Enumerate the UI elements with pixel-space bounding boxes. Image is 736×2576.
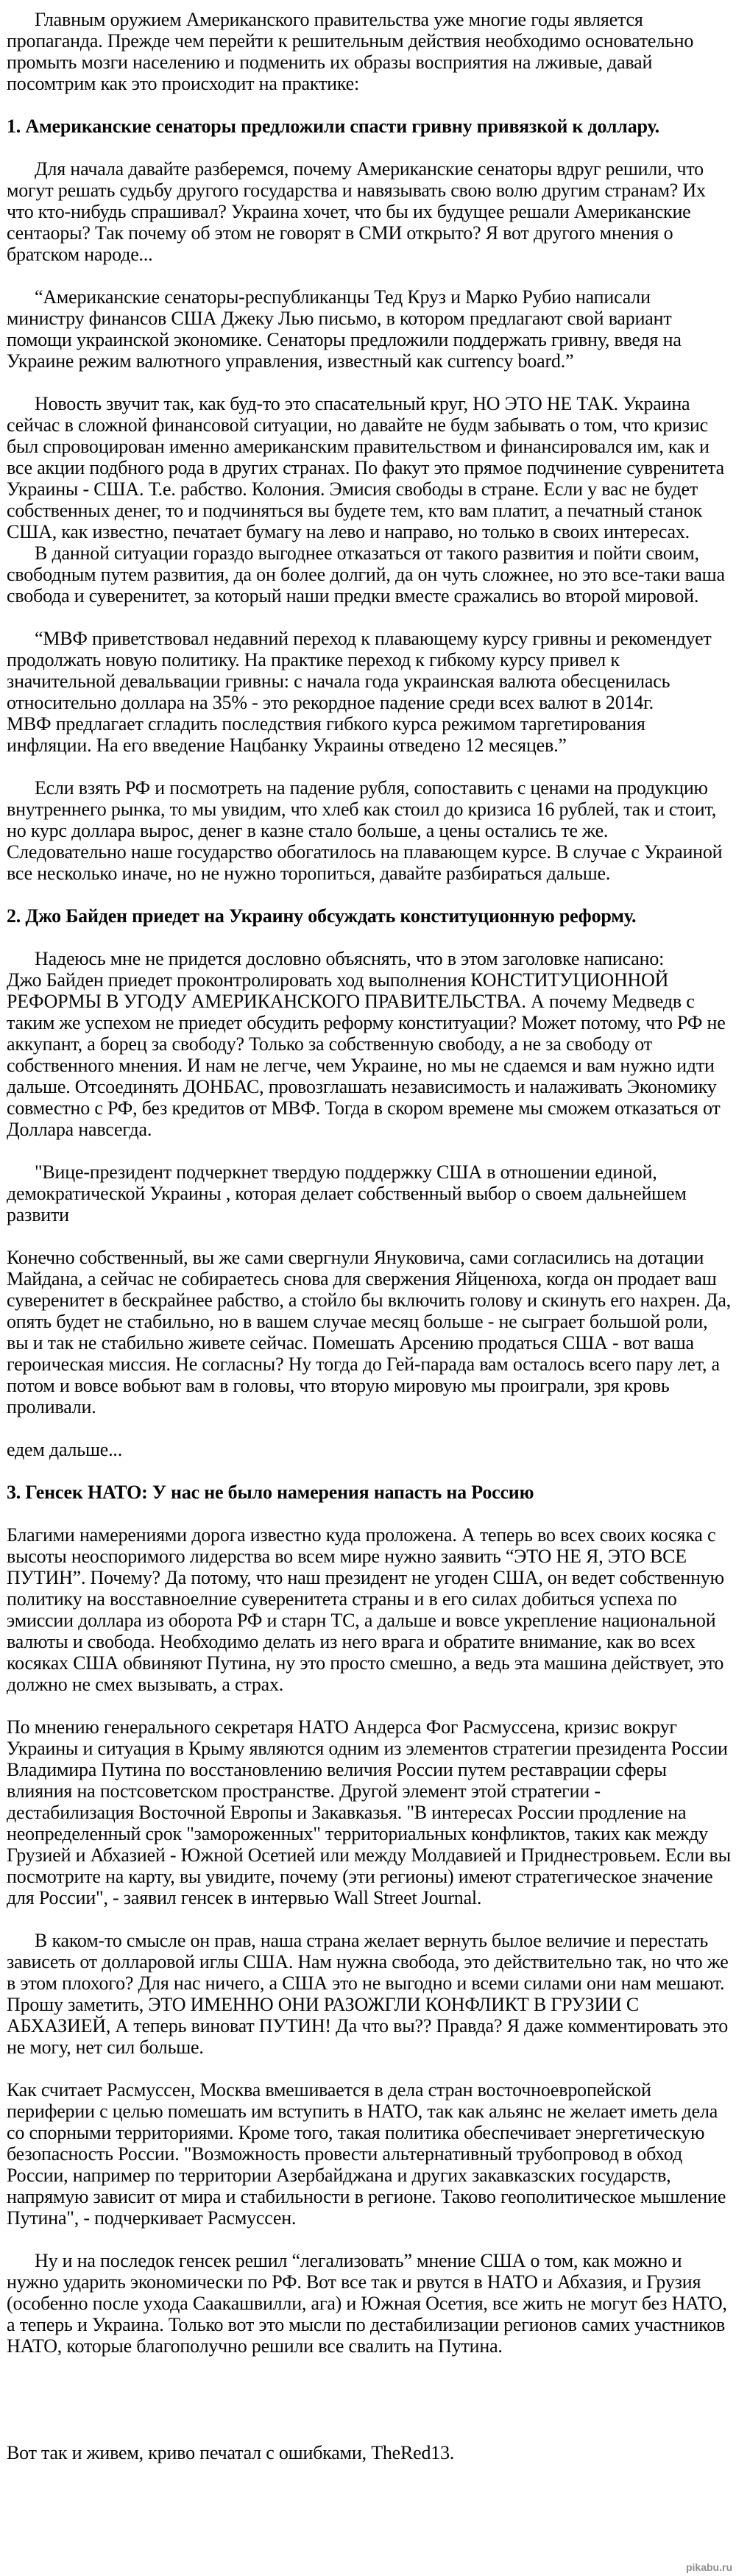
section-1-heading: 1. Американские сенаторы предложили спасти гривну привязкой к доллару. xyxy=(7,116,659,137)
paragraph: Для начала давайте разберемся, почему Американские сенаторы вдруг решили, что могут решать судьбу другого государства и навязывать свою волю другим странам? Их что кто-нибудь спрашивал? Украина хочет, что бы их будущее решали Американские сентаоры? Так почему об этом не говорят в СМИ открыто? Я вот другого мнения о братском народе... xyxy=(7,158,706,265)
section-2-heading: 2. Джо Байден приедет на Украину обсуждать конституционную реформу. xyxy=(7,905,637,927)
quote-paragraph: “МВФ приветствовал недавний переход к плавающему курсу гривны и рекомендует продолжать новую политику. На практике переход к гибкому курсу привел к значительной девальвации гривны: с начала года украинская валюта обесценилась относительно доллара на 35% - это рекордное падение среди всех валют в 2014г. xyxy=(7,628,712,713)
paragraph: Благими намерениями дорога известно куда проложена. А теперь во всех своих косяка с высоты неоспоримого лидерства во всем мире нужно заявить “ЭТО НЕ Я, ЭТО ВСЕ ПУТИН”. Почему? Да потому, что наш президент не угоден США, он ведет собственную политику на восставноелние суверенитета страны и в его силах добиться успеха по эмиссии доллара из оборота РФ и старн ТС, а дальше и вовсе укрепление национальной валюты и свобода. Необходимо делать из него врага и обратите внимание, как во всех косяках США обвиняют Путина, ну это просто смешно, а ведь эта машина действует, это должно не смех вызывать, а страх. xyxy=(7,1524,724,1695)
paragraph: Как считает Расмуссен, Москва вмешивается в дела стран восточноевропейской периферии с целью помешать им вступить в НАТО, так как альянс не желает иметь дела со спорными территориями. Кроме того, такая политика обеспечивает энергетическую безопасность России. "Возможность провести альтернативный трубопровод в обход России, например по территории Азербайджана и других закавказских государств, напрямую зависит от мира и стабильности в регионе. Таково геополитическое мышление Путина", - подчеркивает Расмуссен. xyxy=(7,2079,726,2229)
pikabu-watermark: pikabu.ru xyxy=(685,2561,732,2573)
paragraph: Новость звучит так, как буд-то это спасательный круг, НО ЭТО НЕ ТАК. Украина сейчас в сложной финансовой ситуации, но давайте не будм забывать о том, что кризис был спровоцирован именно американским правительством и финансировался им, как и все акции подбного рода в других странах. По факут это прямое подчинение сувренитета Украины - США. Т.е. рабство. Колония. Эмисия свободы в стране. Если у вас не будет собственных денег, то и подчиняться вы будете тем, кто вам платит, а печатный станок США, как известно, печатает бумагу на лево и направо, но только в своих интересах. xyxy=(7,393,724,542)
quote-paragraph: “Американские сенаторы-республиканцы Тед Круз и Марко Рубио написали министру финансов США Джеку Лью письмо, в котором предлагают свой вариант помощи украинской экономике. Сенаторы предложили поддержать гривну, введя на Украине режим валютного управления, известный как currency board.” xyxy=(7,286,682,372)
signoff-paragraph: Вот так и живем, криво печатал с ошибками, TheRed13. xyxy=(7,2442,455,2463)
paragraph: Надеюсь мне не придется дословно объяснять, что в этом заголовке написано: xyxy=(35,948,665,969)
paragraph: В каком-то смысле он прав, наша страна желает вернуть былое величие и перестать зависеть от долларовой иглы США. Нам нужна свобода, это действительно так, но что же в этом плохого? Для нас ничего, а США это не выгодно и всеми силами они нам мешают. Прошу заметить, ЭТО ИМЕННО ОНИ РАЗОЖГЛИ КОНФЛИКТ В ГРУЗИИ С АБХАЗИЕЙ, А теперь виноват ПУТИН! Да что вы?? Правда? Я даже комментировать это не могу, нет сил больше. xyxy=(7,1930,729,2058)
quote-paragraph: "Вице-президент подчеркнет твердую поддержку США в отношении единой, демократической Украины , которая делает собственный выбор о своем дальнейшем развити xyxy=(7,1161,687,1225)
paragraph: Ну и на последок генсек решил “легализовать” мнение США о том, как можно и нужно ударить экономически по РФ. Вот все так и рвутся в НАТО и Абхазия, и Грузия (особенно после ухода Саакашвилли, ага) и Южная Осетия, все жить не могут без НАТО, а теперь и Украина. Только вот это мысли по дестабилизации регионов самих участников НАТО, которые благополучно решили все свалить на Путина. xyxy=(7,2250,727,2357)
paragraph: В данной ситуации гораздо выгоднее отказаться от такого развития и пойти своим, свободным путем развития, да он более долгий, да он чуть сложнее, но это все-таки ваша свобода и суверенитет, за который наши предки вместе сражались во второй мировой. xyxy=(7,542,725,606)
paragraph: По мнению генерального секретаря НАТО Андерса Фог Расмуссена, кризис вокруг Украины и ситуация в Крыму являются одним из элементов стратегии президента России Владимира Путина по восстановлению величия России путем реставрации сферы влияния на постсоветском пространстве. Другой элемент этой стратегии - дестабилизация Восточной Европы и Закавказья. "В интересах России продление на неопределенный срок "замороженных" территориальных конфликтов, таких как между Грузией и Абхазией - Южной Осетией или между Молдавией и Приднестровьем. Если вы посмотрите на карту, вы увидите, почему (эти регионы) имеют стратегическое значение для России", - заявил генсек в интервью Wall Street Journal. xyxy=(7,1716,731,1908)
paragraph: едем дальше... xyxy=(7,1439,123,1460)
section-3-heading: 3. Генсек НАТО: У нас не было намерения напасть на Россию xyxy=(7,1482,534,1503)
intro-paragraph: Главным оружием Американского правительства уже многие годы является пропаганда. Прежде чем перейти к решительным действия необходимо основательно промыть мозги населению и подменить их образы восприятия на лживые, давай посомтрим как это происходит на практике: xyxy=(7,9,694,94)
paragraph: Конечно собственный, вы же сами свергнули Януковича, сами согласились на дотации Майдана, а сейчас не собираетесь снова для свержения Яйценюха, когда он продает ваш суверенитет в бескрайнее рабство, а стойло бы включить голову и скинуть его нахрен. Да, опять будет не стабильно, но в вашем случае месяц больше - не сыграет большой роли, вы и так не стабильно живете сейчас. Помешать Арсению продаться США - вот ваша героическая миссия. Не согласны? Ну тогда до Гей-парада вам осталось всего пару лет, а потом и вовсе вобьют вам в головы, что вторую мировую мы проиграли, зря кровь проливали. xyxy=(7,1247,731,1418)
paragraph: Если взять РФ и посмотреть на падение рубля, сопоставить с ценами на продукцию внутреннего рынка, то мы увидим, что хлеб как стоил до кризиса 16 рублей, так и стоит, но курс доллара вырос, денег в казне стало больше, а цены остались те же. Следовательно наше государство обогатилось на плавающем курсе. В случае с Украиной все несколько иначе, но не нужно торопиться, давайте разбираться дальше. xyxy=(7,777,723,884)
quote-paragraph: МВФ предлагает сгладить последствия гибкого курса режимом таргетирования инфляции. На его введение Нацбанку Украины отведено 12 месяцев.” xyxy=(7,713,645,756)
paragraph: Джо Байден приедет проконтролировать ход выполнения КОНСТИТУЦИОННОЙ РЕФОРМЫ В УГОДУ АМЕРИКАНСКОГО ПРАВИТЕЛЬСТВА. А почему Медведв с таким же успехом не приедет обсудить реформу конституации? Может потому, что РФ не аккупант, а борец за свободу? Только за собственную свободу, а не за свободу от собственного мнения. И нам не легче, чем Украине, но мы не сдаемся и вам нужно идти дальше. Отсоединять ДОНБАС, провозглашать независимость и налаживать Экономику совместно с РФ, без кредитов от МВФ. Тогда в скором времене мы сможем отказаться от Доллара навсегда. xyxy=(7,969,726,1140)
